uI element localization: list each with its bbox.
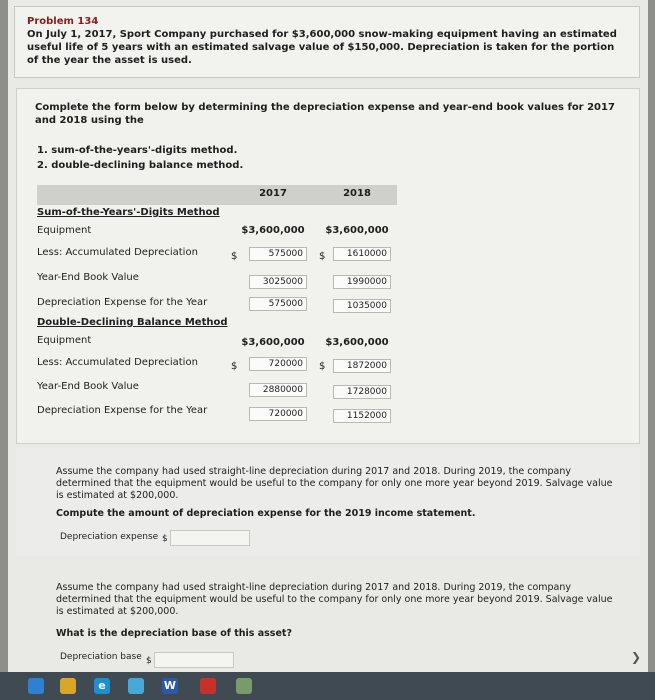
dollar-sign: $ [162,534,168,544]
ddb-accum-label: Less: Accumulated Depreciation [37,357,198,368]
column-header-2017: 2017 [259,188,287,199]
dollar-sign: $ [231,361,238,372]
part2-prompt: Compute the amount of depreciation expense for the 2019 income statement. [56,508,476,519]
taskbar [0,672,655,700]
ddb-expense-2017-input[interactable]: 720000 [249,407,307,421]
ddb-book-2018-input[interactable]: 1728000 [333,385,391,399]
method-list [37,143,243,173]
ddb-accum-2017-input[interactable]: 720000 [249,357,307,371]
chevron-right-icon[interactable]: ❯ [630,650,641,664]
method-item-1: 1. sum-of-the-years'-digits method. [37,145,238,156]
column-header-2018: 2018 [343,188,371,199]
syd-expense-label: Depreciation Expense for the Year [37,297,208,308]
depreciation-expense-input[interactable] [170,530,250,546]
syd-book-2018-input[interactable]: 1990000 [333,275,391,289]
ddb-expense-label: Depreciation Expense for the Year [37,405,208,416]
syd-heading: Sum-of-the-Years'-Digits Method [37,207,220,218]
part2-text: Assume the company had used straight-line depreciation during 2017 and 2018. During 2019, the company determined that the equipment would be useful to the company for only one more year beyond 2019. Salvage value is estimated at $200,000. [56,466,613,501]
part3-text: Assume the company had used straight-line depreciation during 2017 and 2018. During 2019, the company determined that the equipment would be useful to the company for only one more year beyond 2019. Salvage value is estimated at $200,000. [56,582,613,617]
syd-accum-2018-input[interactable]: 1610000 [333,247,391,261]
word-icon[interactable]: W [163,679,177,692]
syd-accum-label: Less: Accumulated Depreciation [37,247,198,258]
internet-explorer-icon[interactable]: e [94,678,110,694]
depreciation-base-input[interactable] [154,652,234,668]
dollar-sign: $ [231,251,238,262]
depreciation-form [16,88,640,444]
app-icon[interactable] [236,678,252,694]
ddb-heading: Double-Declining Balance Method [37,317,228,328]
file-explorer-icon[interactable] [60,678,76,694]
edge-icon[interactable] [28,678,44,694]
ddb-book-label: Year-End Book Value [37,381,139,392]
part3-prompt: What is the depreciation base of this asset? [56,628,292,639]
problem-statement [14,6,640,78]
ddb-book-2017-input[interactable]: 2880000 [249,383,307,397]
ddb-equipment-label: Equipment [37,335,92,346]
ddb-accum-2018-input[interactable]: 1872000 [333,359,391,373]
problem-text: On July 1, 2017, Sport Company purchased for $3,600,000 snow-making equipment having an estimated useful life of 5 years with an estimated salvage value of $150,000. Depreciation is taken for the portion of the year the asset is used. [27,29,617,66]
syd-expense-2017-input[interactable]: 575000 [249,297,307,311]
form-intro: Complete the form below by determining the depreciation expense and year-end book values for 2017 and 2018 using the [35,102,615,126]
syd-equipment-2018: $3,600,000 [325,225,389,236]
syd-book-2017-input[interactable]: 3025000 [249,275,307,289]
method-item-2: 2. double-declining balance method. [37,160,244,171]
syd-equipment-label: Equipment [37,225,92,236]
ddb-equipment-2017: $3,600,000 [241,337,305,348]
dollar-sign: $ [319,251,326,262]
problem-title: Problem 134 [27,16,99,27]
syd-book-label: Year-End Book Value [37,272,139,283]
acrobat-icon[interactable] [200,678,216,694]
ddb-expense-2018-input[interactable]: 1152000 [333,409,391,423]
depreciation-base-label: Depreciation base [60,652,142,662]
depreciation-table [37,185,397,430]
dollar-sign: $ [146,656,152,666]
dollar-sign: $ [319,361,326,372]
syd-accum-2017-input[interactable]: 575000 [249,247,307,261]
straight-line-section [16,448,640,556]
syd-expense-2018-input[interactable]: 1035000 [333,299,391,313]
depreciation-expense-label: Depreciation expense [60,532,159,542]
syd-equipment-2017: $3,600,000 [241,225,305,236]
ddb-equipment-2018: $3,600,000 [325,337,389,348]
browser-viewport [8,0,648,672]
photos-icon[interactable] [128,678,144,694]
